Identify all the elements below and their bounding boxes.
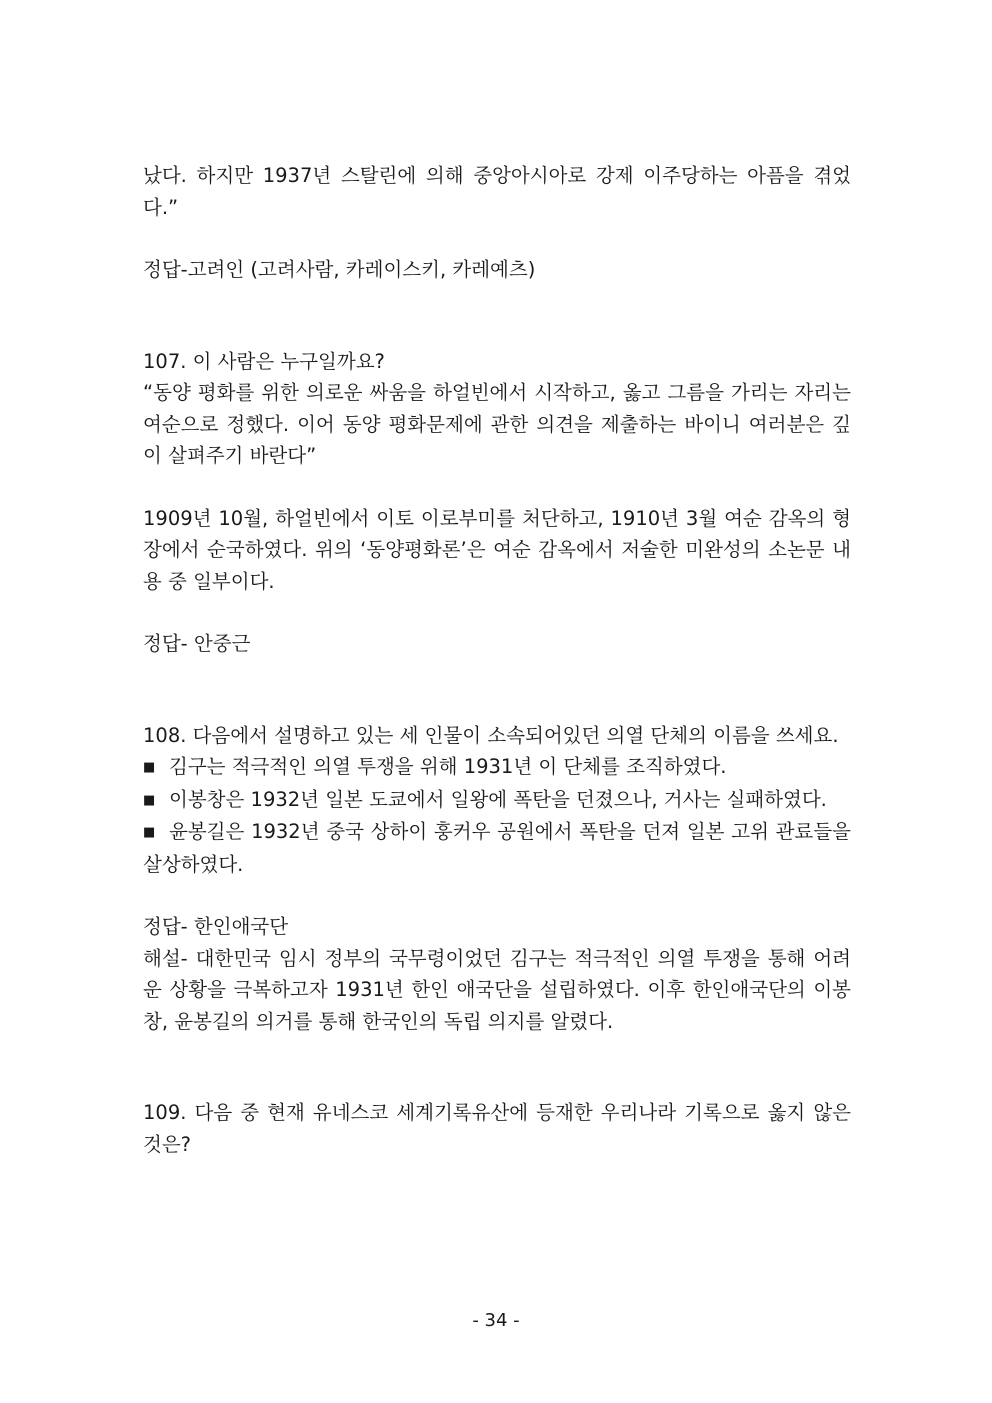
q108-bullet-text: 이봉창은 1932년 일본 도쿄에서 일왕에 폭탄을 던졌으나, 거사는 실패하였다. [169, 787, 827, 811]
q108-bullet-item [143, 751, 851, 784]
q107-answer: 정답- 안중근 [143, 632, 251, 655]
q106-answer: 정답-고려인 (고려사람, 카레이스키, 카레예츠) [143, 258, 536, 281]
q107-explanation: 1909년 10월, 하얼빈에서 이토 이로부미를 처단하고, 1910년 3월 여순 감옥의 형장에서 순국하였다. 위의 ‘동양평화론’은 여순 감옥에서 저술한 미완성의 소논문 내용 중 일부이다. [143, 506, 851, 593]
q108-bullet-item [143, 816, 851, 880]
q107-title: 107. 이 사람은 누구일까요? [143, 349, 385, 373]
page-content [143, 160, 851, 1160]
q108-bullet-text: 윤봉길은 1932년 중국 상하이 훙커우 공원에서 폭탄을 던져 일본 고위 관료들을 살상하였다. [143, 820, 851, 876]
q108-bullet-item [143, 784, 851, 817]
q108-answer: 정답- 한인애국단 [143, 915, 289, 938]
q108-title: 108. 다음에서 설명하고 있는 세 인물이 소속되어있던 의열 단체의 이름을 쓰세요. [143, 723, 839, 747]
square-bullet-icon: ■ [143, 792, 156, 808]
q107-quote: “동양 평화를 위한 의로운 싸움을 하얼빈에서 시작하고, 옳고 그름을 가리는 자리는 여순으로 정했다. 이어 동양 평화문제에 관한 의견을 제출하는 바이니 여러분은 깊이 살펴주기 바란다” [143, 381, 851, 467]
square-bullet-icon: ■ [143, 825, 156, 840]
q106-continuation: 났다. 하지만 1937년 스탈린에 의해 중앙아시아로 강제 이주당하는 아픔을 겪었다.” [143, 164, 851, 219]
square-bullet-icon: ■ [143, 760, 156, 775]
q108-bullet-text: 김구는 적극적인 의열 투쟁을 위해 1931년 이 단체를 조직하였다. [169, 755, 727, 778]
page-number: - 34 - [472, 1310, 520, 1331]
q109-title: 109. 다음 중 현재 유네스코 세계기록유산에 등재한 우리나라 기록으로 옳지 않은 것은? [143, 1101, 851, 1156]
q108-explanation: 해설- 대한민국 임시 정부의 국무령이었던 김구는 적극적인 의열 투쟁을 통해 어려운 상황을 극복하고자 1931년 한인 애국단을 설립하였다. 이후 한인애국단의 이봉창, 윤봉길의 의거를 통해 한국인의 독립 의지를 알렸다. [143, 946, 851, 1033]
